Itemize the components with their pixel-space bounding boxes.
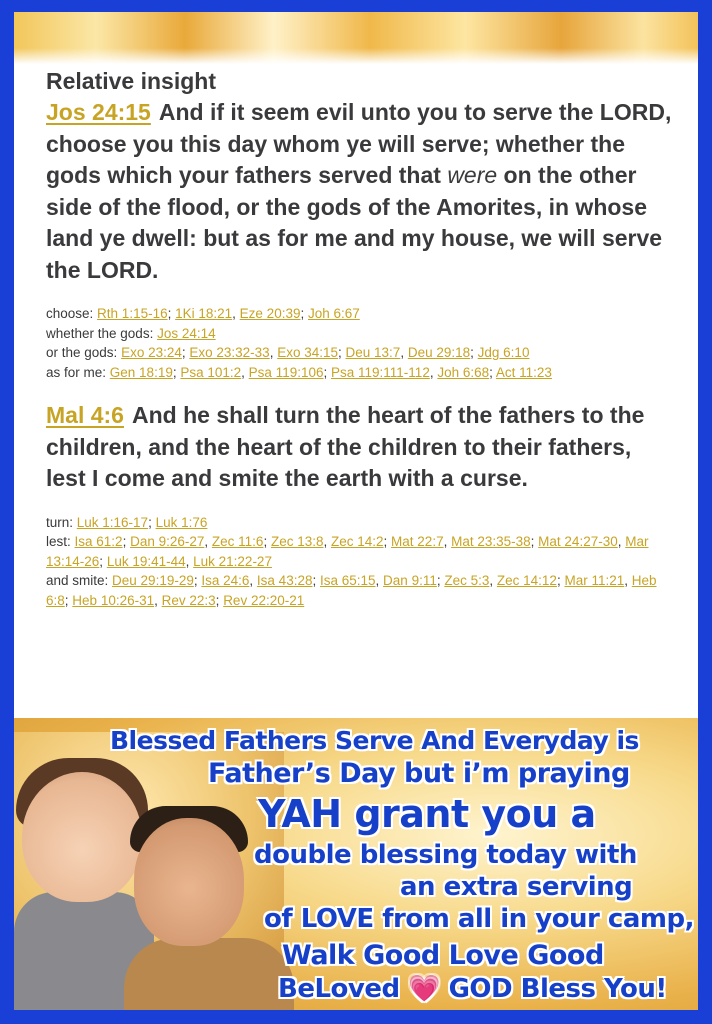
xref-label: whether the gods: <box>46 325 158 341</box>
verse-jos-24-15 <box>46 97 674 286</box>
xref-link[interactable]: Mat 22:7 <box>391 534 444 549</box>
banner-line: double blessing today with <box>254 840 637 870</box>
photo-father-face <box>134 818 244 946</box>
autumn-header-image <box>14 12 698 64</box>
banner-text: GOD Bless You! <box>440 974 667 1004</box>
banner-text: BeLoved <box>278 974 409 1004</box>
page-frame <box>14 12 698 1010</box>
xref-link[interactable]: Zec 13:8 <box>270 534 324 549</box>
fathers-day-banner <box>14 718 698 1010</box>
xref-link[interactable]: Deu 13:7 <box>345 345 401 360</box>
xref-label: and smite: <box>46 573 113 588</box>
verse-mal-4-6 <box>46 400 674 495</box>
xref-link[interactable]: Exo 23:32-33 <box>189 345 270 360</box>
xref-link[interactable]: Isa 65:15 <box>319 573 376 588</box>
xref-link[interactable]: Gen 18:19 <box>109 364 173 380</box>
xref-link[interactable]: Luk 21:22-27 <box>193 553 272 569</box>
banner-line: Blessed Fathers Serve And Everyday is <box>110 726 639 755</box>
xref-label: lest: <box>46 534 75 549</box>
xref-link[interactable]: Eze 20:39 <box>239 306 301 321</box>
xref-link[interactable]: Deu 29:18 <box>407 345 471 360</box>
xref-link[interactable]: Joh 6:68 <box>437 364 490 380</box>
xref-row: or the gods: Exo 23:24; Exo 23:32-33, Exo 34:15; Deu 13:7, Deu 29:18; Jdg 6:10 <box>46 345 530 360</box>
xref-link[interactable]: Dan 9:26-27 <box>130 534 205 549</box>
xref-link[interactable]: Heb 6:8 <box>46 573 657 608</box>
xref-link[interactable]: Rev 22:3 <box>161 592 216 608</box>
xref-link[interactable]: Zec 14:12 <box>496 573 557 588</box>
scripture-document <box>46 68 674 610</box>
xref-label: as for me: <box>46 364 110 380</box>
xref-link[interactable]: Psa 101:2 <box>180 364 242 380</box>
banner-line: Walk Good Love Good <box>282 940 604 971</box>
banner-line: an extra serving <box>400 872 633 902</box>
xref-row <box>46 324 674 344</box>
xref-row: and smite: Deu 29:19-29; Isa 24:6, Isa 43:28; Isa 65:15, Dan 9:11; Zec 5:3, Zec 14:12; Mar 11:21, Heb 6:8; Heb 10:26-31, Rev 22:3; Rev 22:20-21 <box>46 573 657 608</box>
xref-label: or the gods: <box>46 345 122 360</box>
xref-link[interactable]: Isa 43:28 <box>256 573 313 588</box>
banner-line: of LOVE from all in your camp, <box>264 904 694 934</box>
heart-icon: 💗 <box>408 974 441 1004</box>
xref-link[interactable]: Luk 1:76 <box>155 514 208 530</box>
xref-link[interactable]: Dan 9:11 <box>383 573 437 588</box>
banner-line: Father’s Day but i’m praying <box>208 758 630 789</box>
xref-link[interactable]: Psa 119:106 <box>248 364 324 380</box>
xref-link[interactable]: Psa 119:111-112 <box>331 364 430 380</box>
xref-link[interactable]: Luk 19:41-44 <box>106 553 186 569</box>
verse-ref-link[interactable]: Mal 4:6 <box>46 402 124 428</box>
xref-link[interactable]: Mar 11:21 <box>564 573 625 588</box>
section-heading: Relative insight <box>46 68 216 94</box>
xref-link[interactable]: Mat 23:35-38 <box>451 534 531 549</box>
photo-child-face <box>22 772 142 902</box>
xref-link[interactable]: Jos 24:14 <box>157 325 216 341</box>
banner-line <box>278 974 667 1004</box>
xref-link[interactable]: Mat 24:27-30 <box>538 534 618 549</box>
xref-label: turn: <box>46 514 77 530</box>
xref-label: choose: <box>46 306 98 321</box>
verse-text: And he shall turn the heart of the fathers to the children, and the heart of the children to their fathers, lest I come and smite the earth with a curse. <box>46 402 645 491</box>
xref-link[interactable]: Luk 1:16-17 <box>76 514 149 530</box>
xref-link[interactable]: Rev 22:20-21 <box>223 592 305 608</box>
xref-link[interactable]: Zec 11:6 <box>211 534 264 549</box>
banner-line: YAH grant you a <box>258 792 596 836</box>
xref-link[interactable]: Mar 13:14-26 <box>46 534 649 569</box>
xref-link[interactable]: Heb 10:26-31 <box>72 592 155 608</box>
cross-references <box>46 304 674 382</box>
xref-row: choose: Rth 1:15-16; 1Ki 18:21, Eze 20:39; Joh 6:67 <box>46 306 360 321</box>
xref-link[interactable]: Deu 29:19-29 <box>112 573 194 588</box>
xref-row: turn: Luk 1:16-17; Luk 1:76 <box>46 514 208 530</box>
verse-text: on the other side of the flood, or the gods of the Amorites, in whose land ye dwell: but as for me and my house, we will serve the LORD. <box>46 162 663 283</box>
xref-link[interactable]: Exo 34:15 <box>277 345 338 360</box>
verse-ref-link[interactable]: Jos 24:15 <box>46 99 151 125</box>
verse-text-italic: were <box>447 162 498 188</box>
xref-link[interactable]: Act 11:23 <box>495 364 552 380</box>
photo-father-body <box>124 938 294 1010</box>
xref-link[interactable]: Zec 14:2 <box>331 534 384 549</box>
xref-row: as for me: Gen 18:19; Psa 101:2, Psa 119:106; Psa 119:111-112, Joh 6:68; Act 11:23 <box>46 364 552 380</box>
xref-link[interactable]: Isa 61:2 <box>74 534 123 549</box>
xref-link[interactable]: Rth 1:15-16 <box>97 306 168 321</box>
xref-link[interactable]: Exo 23:24 <box>121 345 182 360</box>
xref-link[interactable]: Isa 24:6 <box>201 573 250 588</box>
xref-link[interactable]: Zec 5:3 <box>444 573 490 588</box>
xref-row: lest: Isa 61:2; Dan 9:26-27, Zec 11:6; Zec 13:8, Zec 14:2; Mat 22:7, Mat 23:35-38; Mat 24:27-30, Mar 13:14-26; Luk 19:41-44, Luk 21:22-27 <box>46 534 649 569</box>
xref-link[interactable]: 1Ki 18:21 <box>175 306 233 321</box>
xref-link[interactable]: Jdg 6:10 <box>477 345 530 360</box>
cross-references <box>46 513 674 611</box>
verse-text: And if it seem evil unto you to serve the LORD, choose you this day whom ye will serve; whether the gods which your fathers served that <box>46 99 672 188</box>
xref-link[interactable]: Joh 6:67 <box>307 306 360 321</box>
